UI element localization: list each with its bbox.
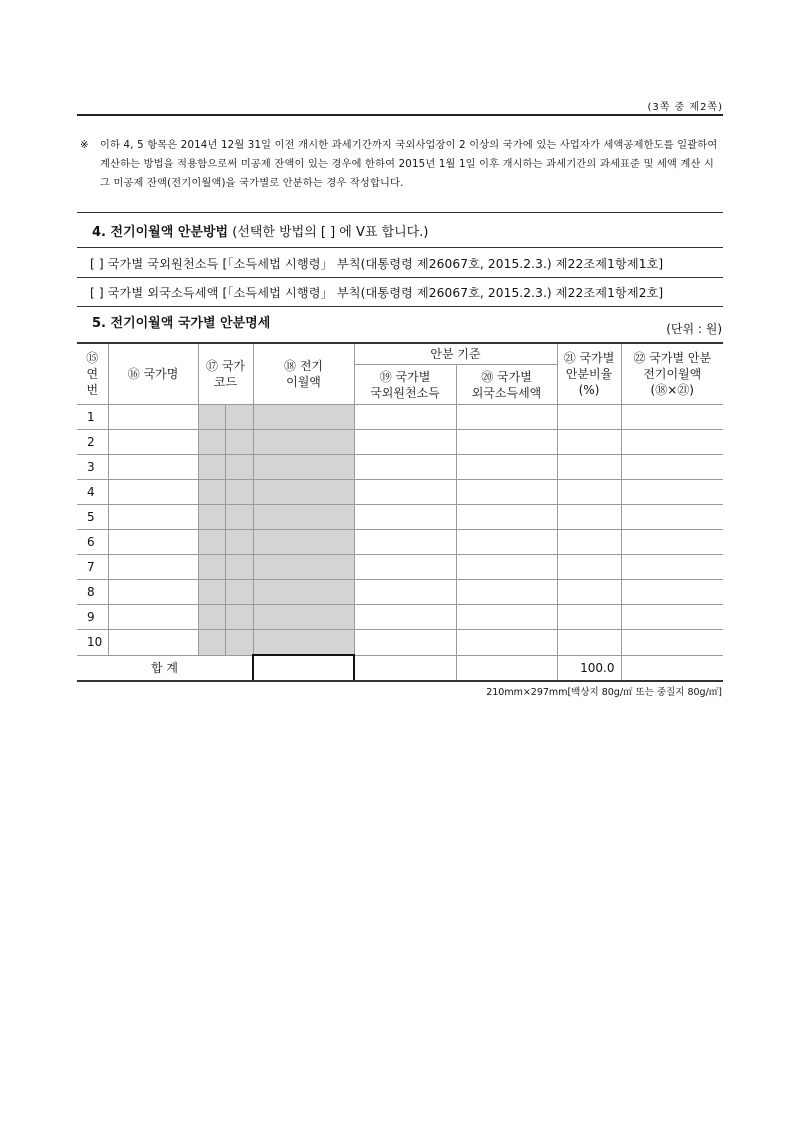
basis-income-cell[interactable]	[354, 605, 456, 630]
carryover-cell[interactable]	[253, 480, 354, 505]
allocated-cell[interactable]	[621, 630, 723, 656]
allocated-cell[interactable]	[621, 430, 723, 455]
basis-income-cell[interactable]	[354, 530, 456, 555]
total-row	[77, 655, 723, 681]
country-name-cell[interactable]	[108, 555, 198, 580]
basis-income-cell[interactable]	[354, 405, 456, 430]
country-name-cell[interactable]	[108, 430, 198, 455]
note-mark: ※	[80, 140, 89, 151]
carryover-cell[interactable]	[253, 555, 354, 580]
header-basis-tax	[456, 365, 557, 405]
header-basis: 안분 기준	[354, 343, 557, 365]
allocated-cell[interactable]	[621, 580, 723, 605]
header-country-code	[198, 343, 253, 405]
country-name-cell[interactable]	[108, 605, 198, 630]
basis-tax-cell[interactable]	[456, 630, 557, 656]
basis-tax-cell[interactable]	[456, 505, 557, 530]
total-carryover-cell[interactable]	[253, 655, 354, 681]
table-row	[77, 455, 723, 480]
ratio-cell[interactable]	[557, 480, 621, 505]
section4-instruction: (선택한 방법의 [ ] 에 V표 합니다.)	[232, 225, 429, 240]
table-row	[77, 430, 723, 455]
page-number: (3쪽 중 제2쪽)	[647, 102, 723, 113]
allocated-cell[interactable]	[621, 555, 723, 580]
header-seq	[77, 343, 108, 405]
carryover-cell[interactable]	[253, 405, 354, 430]
table-row	[77, 580, 723, 605]
ratio-cell[interactable]	[557, 505, 621, 530]
header-basis-income	[354, 365, 456, 405]
section4-title: 4. 전기이월액 안분방법	[92, 225, 229, 240]
header-row-1	[77, 343, 723, 365]
header-country-name: ⑯ 국가명	[108, 343, 198, 405]
header-ratio-line-3: (%)	[578, 383, 600, 397]
country-name-cell[interactable]	[108, 505, 198, 530]
header-allocated-line-1: ㉒ 국가별 안분	[633, 351, 712, 365]
country-name-cell[interactable]	[108, 530, 198, 555]
carryover-cell[interactable]	[253, 430, 354, 455]
header-basis-income-line-1: ⑲ 국가별	[379, 369, 431, 384]
header-allocated-line-2: 전기이월액	[643, 367, 702, 381]
country-name-cell[interactable]	[108, 580, 198, 605]
ratio-cell[interactable]	[557, 455, 621, 480]
country-code-cell-1[interactable]	[198, 405, 225, 430]
basis-income-cell[interactable]	[354, 480, 456, 505]
table-row	[77, 630, 723, 656]
country-code-cell-2[interactable]	[225, 455, 253, 480]
country-code-cell-2[interactable]	[225, 530, 253, 555]
carryover-cell[interactable]	[253, 530, 354, 555]
basis-tax-cell[interactable]	[456, 455, 557, 480]
basis-income-cell[interactable]	[354, 580, 456, 605]
row-number: 6	[77, 530, 108, 555]
total-ratio: 100.0	[557, 655, 621, 681]
allocated-cell[interactable]	[621, 480, 723, 505]
basis-income-cell[interactable]	[354, 555, 456, 580]
row-number: 9	[77, 605, 108, 630]
country-code-cell-1[interactable]	[198, 455, 225, 480]
header-basis-tax-line-2: 외국소득세액	[471, 385, 542, 400]
header-country-code-line-1: ⑰ 국가	[206, 359, 245, 373]
country-code-cell-1[interactable]	[198, 505, 225, 530]
table-row	[77, 555, 723, 580]
header-ratio-line-2: 안분비율	[565, 367, 613, 381]
country-code-cell-1[interactable]	[198, 530, 225, 555]
table-row	[77, 480, 723, 505]
total-basis-income-cell[interactable]	[354, 655, 456, 681]
ratio-cell[interactable]	[557, 530, 621, 555]
basis-tax-cell[interactable]	[456, 480, 557, 505]
paper-spec: 210mm×297mm[백상지 80g/㎡ 또는 중질지 80g/㎡]	[486, 687, 722, 698]
basis-tax-cell[interactable]	[456, 430, 557, 455]
country-name-cell[interactable]	[108, 455, 198, 480]
basis-tax-cell[interactable]	[456, 555, 557, 580]
row-number: 1	[77, 405, 108, 430]
header-allocated	[621, 343, 723, 405]
country-code-cell-2[interactable]	[225, 580, 253, 605]
row-number: 5	[77, 505, 108, 530]
note-text: 이하 4, 5 항목은 2014년 12월 31일 이전 개시한 과세기간까지 국외사업장이 2 이상의 국가에 있는 사업자가 세액공제한도를 일괄하여 계산하는 방법을 적용함으로써 미공제 잔액이 있는 경우에 한하여 2015년 1월 1일 이후 개시하는 과세기간의 과세표준 및 세액 계산 시 그 미공제 잔액(전기이월액)을 국가별로 안분하는 경우 작성합니다.	[100, 140, 718, 189]
header-seq-line-3: 번	[86, 383, 99, 397]
header-carryover	[253, 343, 354, 405]
basis-income-cell[interactable]	[354, 630, 456, 656]
table-row	[77, 405, 723, 430]
header-country-code-line-2: 코드	[213, 375, 238, 389]
total-allocated-cell[interactable]	[621, 655, 723, 681]
country-code-cell-1[interactable]	[198, 480, 225, 505]
table-row	[77, 505, 723, 530]
section4-top-rule	[77, 212, 723, 213]
section5-title: 5. 전기이월액 국가별 안분명세	[92, 316, 271, 331]
header-basis-income-line-2: 국외원천소득	[370, 385, 440, 400]
basis-income-cell[interactable]	[354, 505, 456, 530]
option-foreign-tax[interactable]: [ ] 국가별 외국소득세액 [「소득세법 시행령」 부칙(대통령령 제26067호, 2015.2.3.) 제22조제1항제2호]	[90, 286, 664, 300]
basis-tax-cell[interactable]	[456, 605, 557, 630]
country-code-cell-1[interactable]	[198, 580, 225, 605]
total-label: 합 계	[77, 655, 253, 681]
carryover-cell[interactable]	[253, 605, 354, 630]
allocated-cell[interactable]	[621, 455, 723, 480]
table-row	[77, 530, 723, 555]
country-code-cell-1[interactable]	[198, 630, 225, 656]
ratio-cell[interactable]	[557, 430, 621, 455]
country-code-cell-1[interactable]	[198, 555, 225, 580]
allocated-cell[interactable]	[621, 530, 723, 555]
row-number: 4	[77, 480, 108, 505]
unit-label: (단위 : 원)	[666, 322, 722, 336]
carryover-cell[interactable]	[253, 580, 354, 605]
basis-tax-cell[interactable]	[456, 580, 557, 605]
row-number: 8	[77, 580, 108, 605]
section4-heading	[92, 221, 428, 240]
ratio-cell[interactable]	[557, 405, 621, 430]
ratio-cell[interactable]	[557, 630, 621, 656]
top-rule	[77, 114, 723, 116]
header-carryover-line-1: ⑱ 전기	[284, 359, 323, 373]
header-allocated-line-3: (⑱×㉑)	[650, 383, 694, 397]
basis-tax-cell[interactable]	[456, 530, 557, 555]
header-seq-line-1: ⑮	[86, 351, 99, 365]
ratio-cell[interactable]	[557, 555, 621, 580]
header-ratio-line-1: ㉑ 국가별	[563, 351, 615, 365]
ratio-cell[interactable]	[557, 605, 621, 630]
row-number: 3	[77, 455, 108, 480]
row-number: 2	[77, 430, 108, 455]
header-carryover-line-2: 이월액	[286, 375, 321, 389]
country-code-cell-2[interactable]	[225, 480, 253, 505]
section4-divider	[77, 247, 723, 248]
header-basis-tax-line-1: ⑳ 국가별	[481, 369, 532, 384]
carryover-cell[interactable]	[253, 455, 354, 480]
country-code-cell-2[interactable]	[225, 505, 253, 530]
country-name-cell[interactable]	[108, 630, 198, 656]
country-code-cell-2[interactable]	[225, 555, 253, 580]
basis-income-cell[interactable]	[354, 455, 456, 480]
allocated-cell[interactable]	[621, 405, 723, 430]
country-code-cell-1[interactable]	[198, 430, 225, 455]
country-name-cell[interactable]	[108, 480, 198, 505]
allocated-cell[interactable]	[621, 605, 723, 630]
total-basis-tax-cell[interactable]	[456, 655, 557, 681]
country-name-cell[interactable]	[108, 405, 198, 430]
instruction-note	[80, 136, 722, 193]
row-number: 7	[77, 555, 108, 580]
country-code-cell-2[interactable]	[225, 405, 253, 430]
allocation-table	[77, 342, 723, 682]
country-code-cell-2[interactable]	[225, 430, 253, 455]
table-body	[77, 405, 723, 656]
option-divider	[77, 277, 723, 278]
country-code-cell-2[interactable]	[225, 630, 253, 656]
country-code-cell-1[interactable]	[198, 605, 225, 630]
ratio-cell[interactable]	[557, 580, 621, 605]
carryover-cell[interactable]	[253, 630, 354, 656]
header-ratio	[557, 343, 621, 405]
option-foreign-income[interactable]: [ ] 국가별 국외원천소득 [「소득세법 시행령」 부칙(대통령령 제26067호, 2015.2.3.) 제22조제1항제1호]	[90, 257, 664, 271]
section4-bottom-rule	[77, 306, 723, 307]
basis-income-cell[interactable]	[354, 430, 456, 455]
allocated-cell[interactable]	[621, 505, 723, 530]
country-code-cell-2[interactable]	[225, 605, 253, 630]
carryover-cell[interactable]	[253, 505, 354, 530]
table-row	[77, 605, 723, 630]
row-number: 10	[77, 630, 108, 656]
header-seq-line-2: 연	[86, 367, 99, 381]
basis-tax-cell[interactable]	[456, 405, 557, 430]
